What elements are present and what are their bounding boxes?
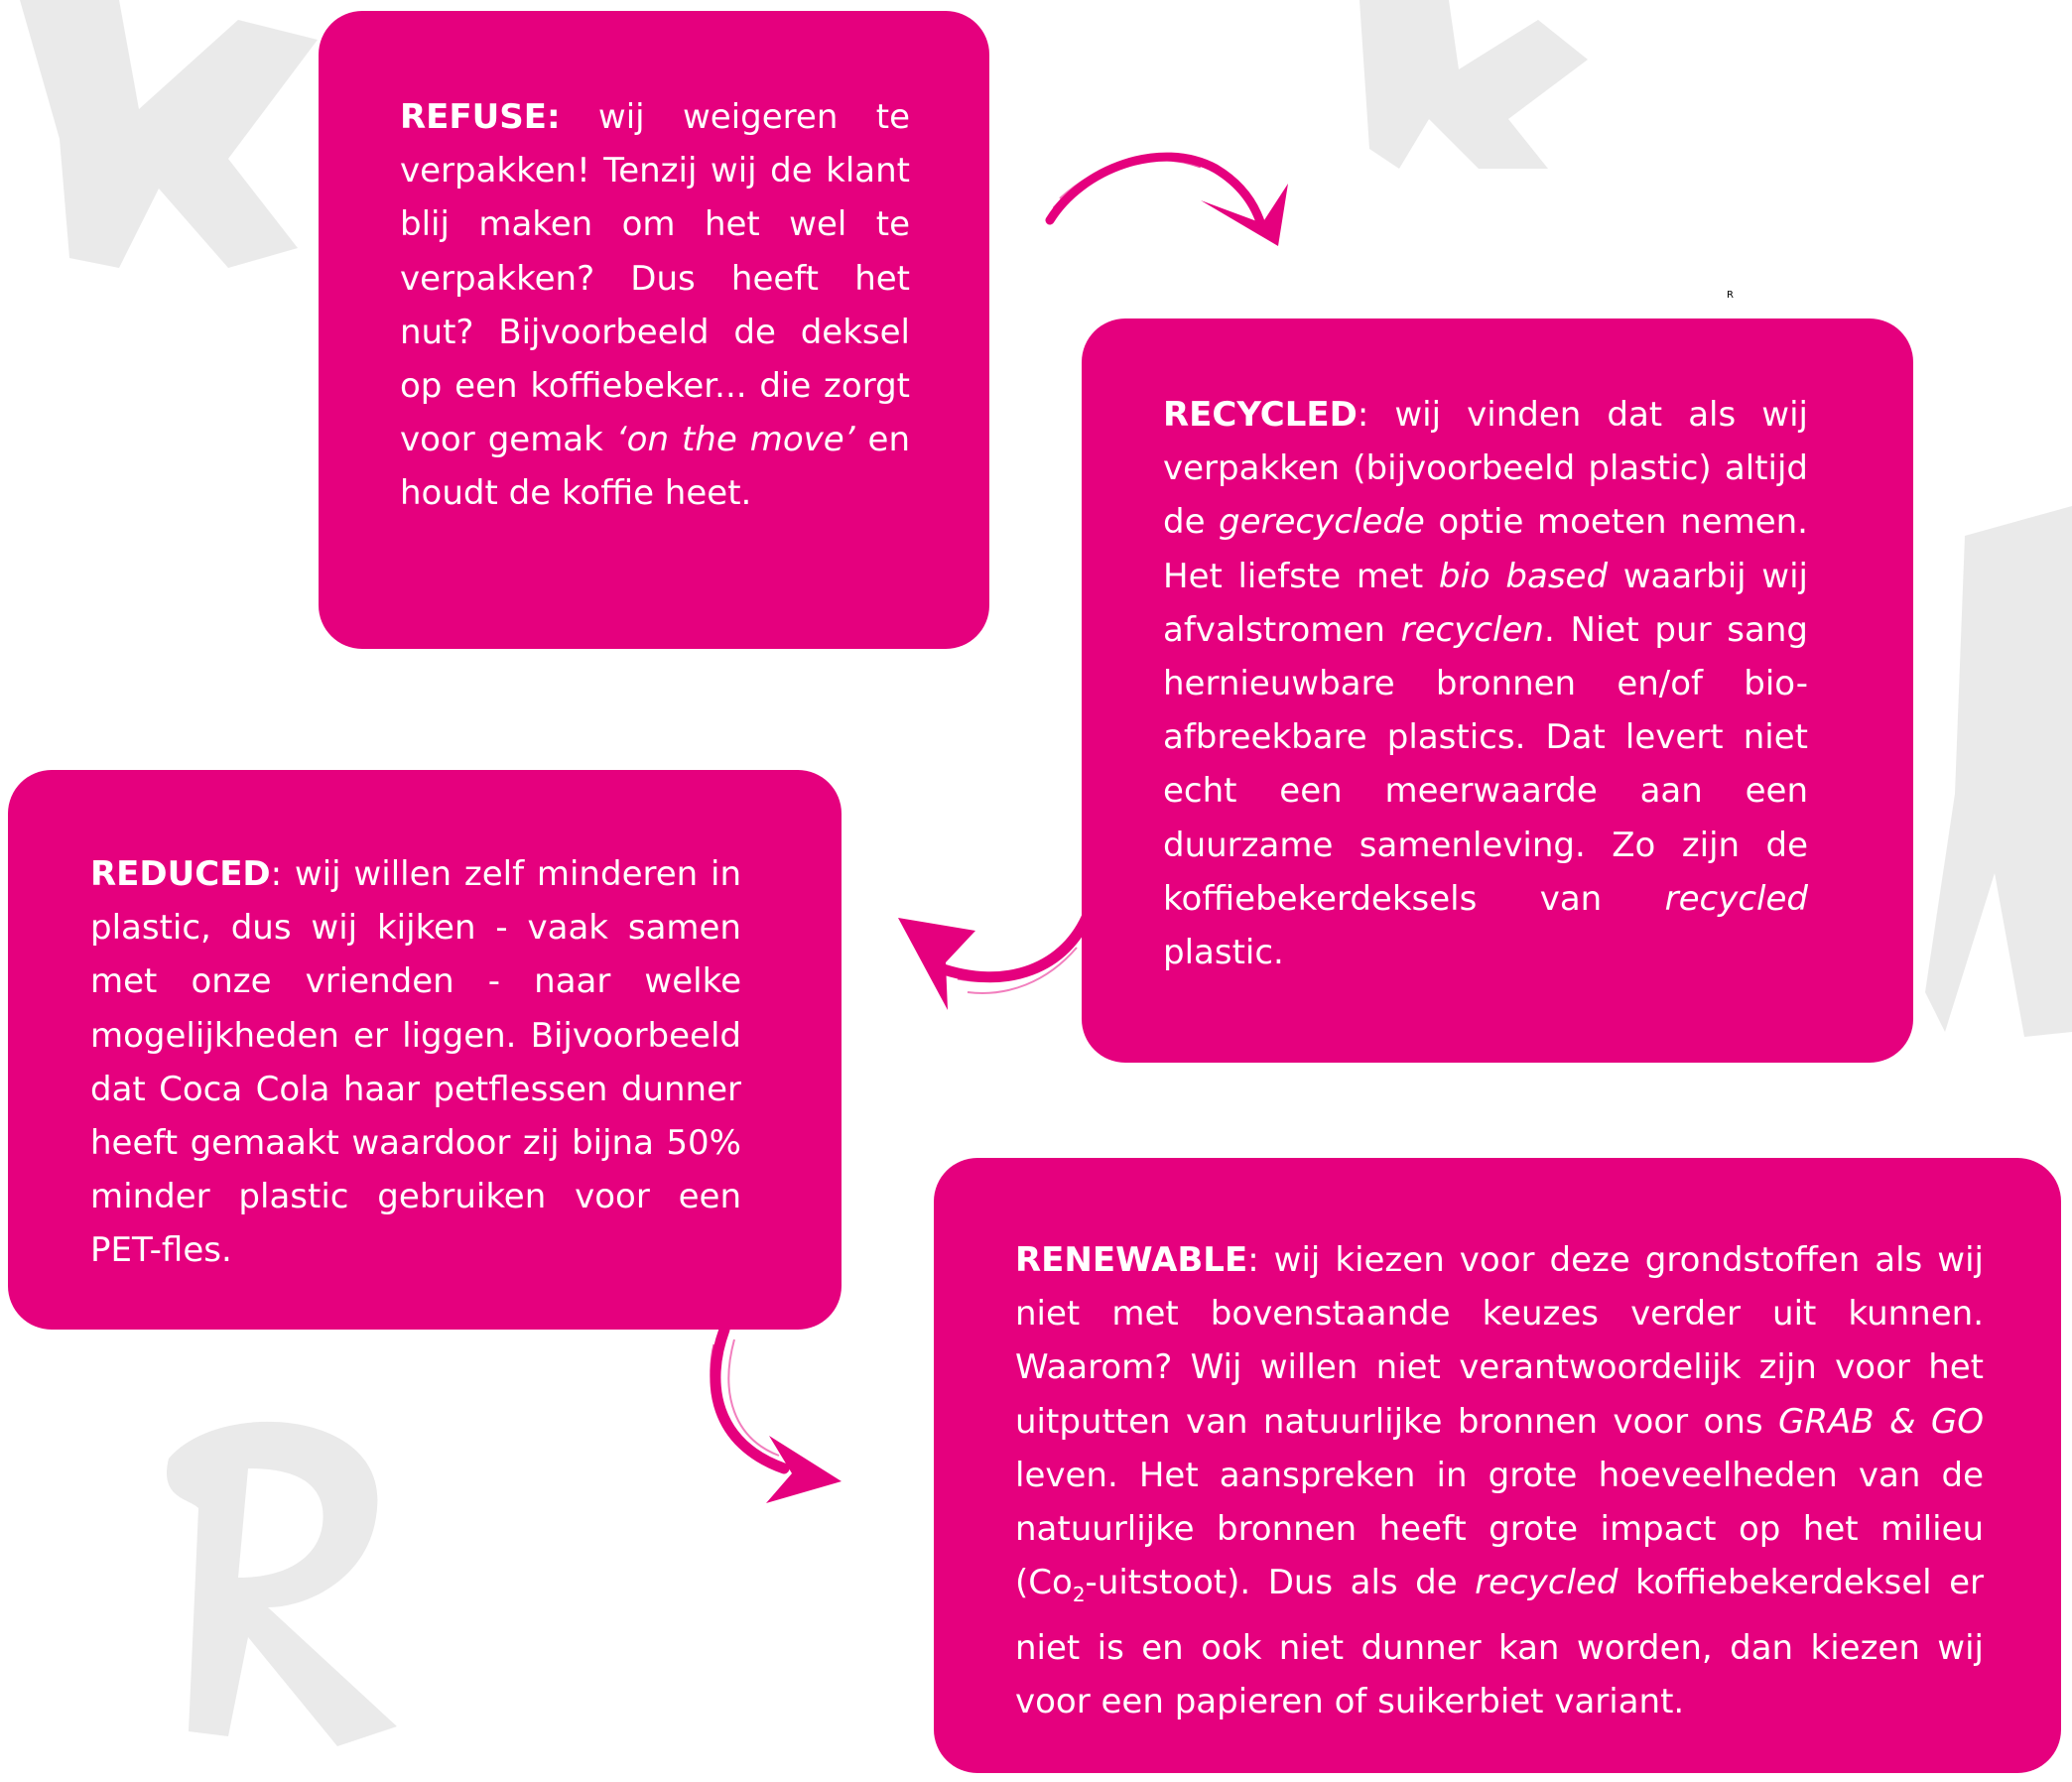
renewable-label: RENEWABLE bbox=[1015, 1240, 1248, 1280]
card-refuse bbox=[319, 11, 989, 649]
reduced-label: REDUCED bbox=[90, 854, 271, 894]
arrow-reduced-to-renewable bbox=[695, 1325, 853, 1523]
recycled-label: RECYCLED bbox=[1163, 395, 1358, 435]
recycled-text-italic-1: gerecyclede bbox=[1219, 502, 1425, 543]
refuse-text-2: en houdt de koffie heet. bbox=[400, 420, 910, 514]
recycled-text-2: optie moeten nemen. Het liefste met bbox=[1163, 502, 1808, 596]
reduced-text-1: : wij willen zelf minderen in plastic, dus wij kijken - vaak samen met onze vrienden - naar welke mogelijkheden er liggen. Bijvoorbeeld dat Coca Cola haar petflessen dunner heeft gemaakt waardoor zij bijna 50% minder plastic gebruiken voor een PET-fles. bbox=[90, 854, 741, 1271]
refuse-text-italic: ‘on the move’ bbox=[615, 420, 855, 460]
renewable-text-4: koffiebekerdeksel er niet is en ook niet dunner kan worden, dan kiezen wij voor een papieren of suikerbiet variant. bbox=[1015, 1563, 1984, 1722]
refuse-text bbox=[400, 90, 910, 521]
recycled-text-italic-3: recyclen bbox=[1400, 609, 1544, 650]
recycled-text-4: . Niet pur sang hernieuwbare bronnen en/of bio-afbreekbare plastics. Dat levert niet echt een meerwaarde aan een duurzame samenleving. Zo zijn de koffiebekerdeksels van bbox=[1163, 609, 1808, 919]
refuse-text-1: wij weigeren te verpakken! Tenzij wij de klant blij maken om het wel te verpakken? Dus heeft het nut? Bijvoorbeeld de deksel op een koffiebeker... die zorgt voor gemak bbox=[400, 97, 910, 460]
background-letter-r-bottom-left bbox=[139, 1389, 456, 1766]
background-letter-r-top-left bbox=[0, 0, 327, 278]
arrow-refuse-to-recycled bbox=[1042, 129, 1300, 258]
recycled-text-5: plastic. bbox=[1163, 933, 1284, 973]
recycled-text bbox=[1163, 318, 1808, 979]
recycled-text-italic-2: bio based bbox=[1438, 556, 1609, 596]
renewable-text-2: leven. Het aanspreken in grote hoeveelheden van de natuurlijke bronnen heeft grote impact op het milieu (Co bbox=[1015, 1455, 1984, 1603]
recycled-text-italic-4: recycled bbox=[1664, 878, 1808, 919]
renewable-text bbox=[1015, 1233, 1984, 1729]
recycled-text-3: waarbij wij afvalstromen bbox=[1163, 556, 1808, 650]
reduced-text bbox=[90, 847, 741, 1278]
refuse-label: REFUSE: bbox=[400, 97, 561, 137]
renewable-text-italic-2: recycled bbox=[1475, 1563, 1619, 1603]
renewable-co2-subscript: 2 bbox=[1072, 1583, 1086, 1607]
card-reduced bbox=[8, 770, 842, 1330]
renewable-text-1: : wij kiezen voor deze grondstoffen als wij niet met bovenstaande keuzes verder uit kunnen. Waarom? Wij willen niet verantwoordelijk zijn voor het uitputten van natuurlijke bronnen voor ons bbox=[1015, 1240, 1984, 1442]
card-recycled bbox=[1082, 318, 1913, 1063]
renewable-text-italic-1: GRAB & GO bbox=[1778, 1401, 1984, 1442]
arrow-recycled-to-reduced bbox=[898, 893, 1097, 1022]
background-letter-r-top-center bbox=[1340, 0, 1598, 179]
background-letter-r-3: R bbox=[1727, 290, 1734, 301]
renewable-text-3: -uitstoot). Dus als de bbox=[1085, 1563, 1476, 1603]
card-renewable bbox=[934, 1158, 2061, 1773]
recycled-text-1: : wij vinden dat als wij verpakken (bijvoorbeeld plastic) altijd de bbox=[1163, 395, 1808, 543]
